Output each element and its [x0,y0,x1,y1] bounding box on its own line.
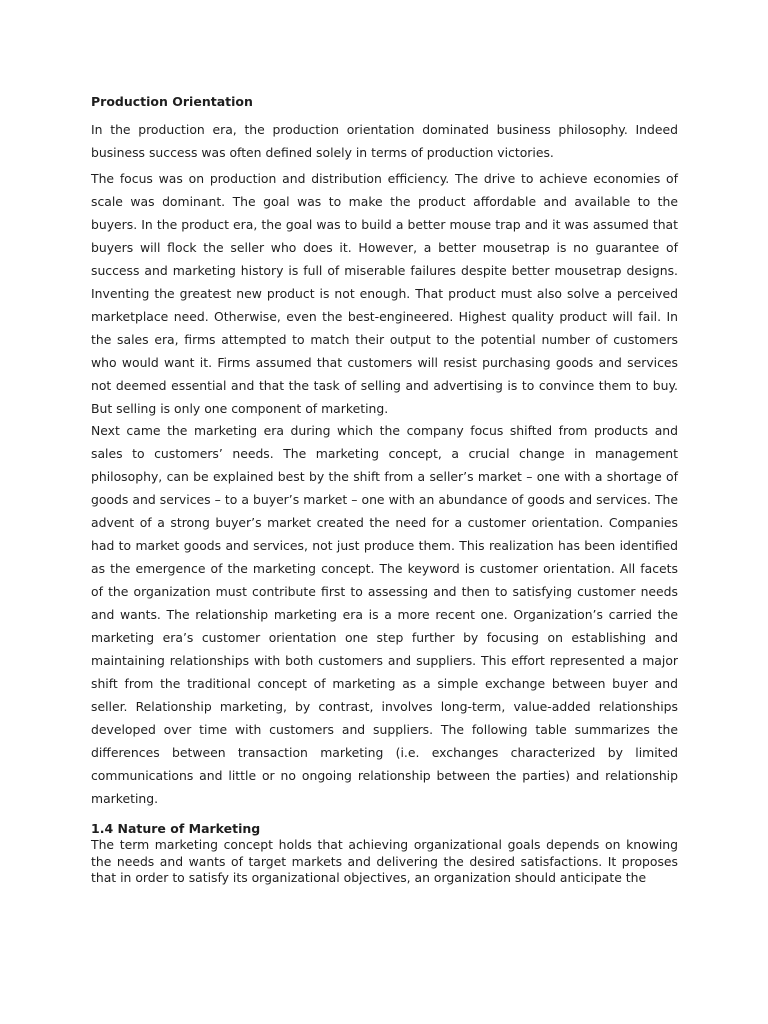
section-heading-nature-of-marketing: 1.4 Nature of Marketing [91,821,261,836]
section-heading-production-orientation: Production Orientation [91,94,253,109]
paragraph-marketing-concept: The term marketing concept holds that achieving organizational goals depends on knowing the needs and wants of target markets and delivering the desired satisfactions. It proposes that in order to satisfy its organizational objectives, an organization should anticipate the [91,837,678,885]
paragraph-production-era: In the production era, the production orientation dominated business philosophy. Indeed business success was often defined solely in terms of production victories. [91,122,678,160]
paragraph-focus-production: The focus was on production and distribution efficiency. The drive to achieve economies of scale was dominant. The goal was to make the product affordable and available to the buyers. In the product era, the goal was to build a better mouse trap and it was assumed that buyers will flock the seller who does it. However, a better mousetrap is no guarantee of success and marketing history is full of miserable failures despite better mousetrap designs. Inventing the greatest new product is not enough. That product must also solve a perceived marketplace need. Otherwise, even the best-engineered. Highest quality product will fail. In the sales era, firms attempted to match their output to the potential number of customers who would want it. Firms assumed that customers will resist purchasing goods and services not deemed essential and that the task of selling and advertising is to convince them to buy. But selling is only one component of marketing. [91,171,678,416]
paragraph-marketing-era: Next came the marketing era during which the company focus shifted from products and sales to customers’ needs. The marketing concept, a crucial change in management philosophy, can be explained best by the shift from a seller’s market – one with a shortage of goods and services – to a buyer’s market – one with an abundance of goods and services. The advent of a strong buyer’s market created the need for a customer orientation. Companies had to market goods and services, not just produce them. This realization has been identified as the emergence of the marketing concept. The keyword is customer orientation. All facets of the organization must contribute first to assessing and then to satisfying customer needs and wants. The relationship marketing era is a more recent one. Organization’s carried the marketing era’s customer orientation one step further by focusing on establishing and maintaining relationships with both customers and suppliers. This effort represented a major shift from the traditional concept of marketing as a simple exchange between buyer and seller. Relationship marketing, by contrast, involves long-term, value-added relationships developed over time with customers and suppliers. The following table summarizes the differences between transaction marketing (i.e. exchanges characterized by limited communications and little or no ongoing relationship between the parties) and relationship marketing. [91,423,678,806]
